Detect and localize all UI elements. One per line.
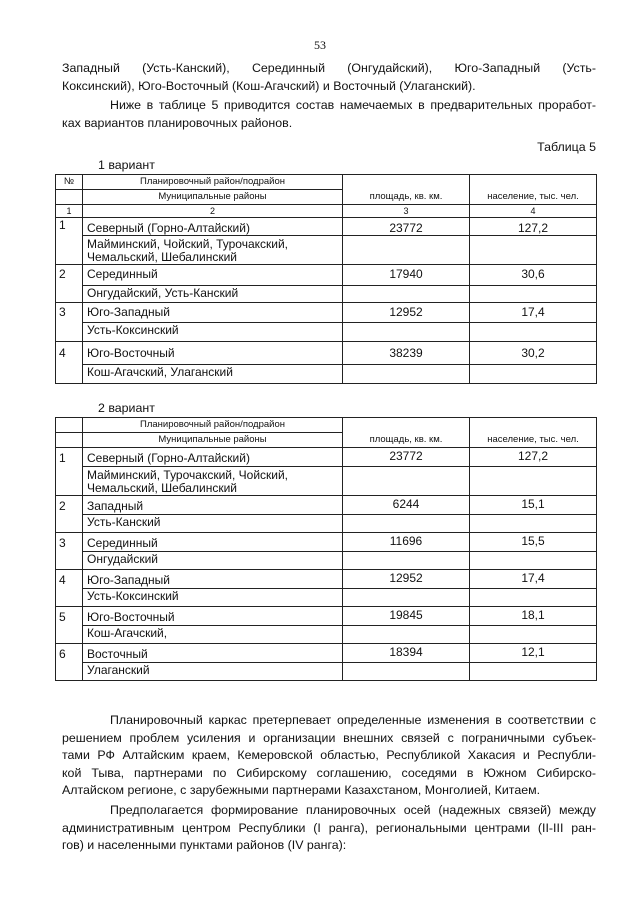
population-value: 15,1	[470, 496, 597, 515]
header-population: население, тыс. чел.	[470, 175, 597, 205]
row-number: 3	[56, 303, 83, 342]
text-line: Планировочный каркас претерпевает определенные изменения в соответствии с	[110, 713, 596, 727]
table-row	[56, 265, 597, 286]
population-value: 30,2	[470, 342, 597, 365]
text-line: Ниже в таблице 5 приводится состав намечаемых в предварительных проработ-	[110, 98, 596, 112]
municipal-districts: Усть-Канский	[83, 515, 343, 533]
table-row	[56, 570, 597, 589]
district-name: Юго-Западный	[83, 303, 343, 323]
text-line: кой Тыва, партнерами по Сибирскому соглашению, соседями в Южном Сибирско-	[62, 765, 596, 780]
district-name: Северный (Горно-Алтайский)	[83, 218, 343, 236]
table-row	[56, 533, 597, 552]
area-value: 19845	[343, 607, 470, 626]
header-area: площадь, кв. км.	[343, 418, 470, 448]
area-value: 17940	[343, 265, 470, 286]
text-line: Западный (Усть-Канский), Серединный (Онгудайский), Юго-Западный (Усть-	[62, 61, 596, 75]
municipal-districts: Онгудайский	[83, 552, 343, 570]
population-value: 127,2	[470, 448, 597, 467]
text-line: ках вариантов планировочных районов.	[62, 115, 293, 130]
area-value: 12952	[343, 570, 470, 589]
column-number: 2	[83, 205, 343, 218]
empty-cell	[343, 626, 470, 644]
empty-cell	[470, 365, 597, 384]
empty-cell	[470, 467, 597, 496]
empty-cell	[470, 323, 597, 342]
header-no-empty	[56, 418, 83, 433]
table-row-municipal	[56, 589, 597, 607]
header-no-empty	[56, 190, 83, 205]
table-row-municipal	[56, 365, 597, 384]
header-no-empty	[56, 433, 83, 448]
area-value: 38239	[343, 342, 470, 365]
empty-cell	[343, 323, 470, 342]
table-row	[56, 303, 597, 323]
row-number: 3	[56, 533, 83, 570]
empty-cell	[343, 552, 470, 570]
axes-paragraph	[62, 802, 596, 855]
district-name: Юго-Восточный	[83, 342, 343, 365]
table-row	[56, 496, 597, 515]
empty-cell	[343, 515, 470, 533]
row-number: 2	[56, 265, 83, 303]
empty-cell	[343, 365, 470, 384]
empty-cell	[470, 589, 597, 607]
population-value: 17,4	[470, 570, 597, 589]
variant-1-table	[55, 174, 597, 384]
column-numbers-row	[56, 205, 597, 218]
text-line: Предполагается формирование планировочных осей (надежных связей) между	[110, 803, 596, 817]
table-row-municipal	[56, 663, 597, 681]
empty-cell	[343, 236, 470, 265]
municipal-districts: Усть-Коксинский	[83, 589, 343, 607]
row-number: 4	[56, 570, 83, 607]
empty-cell	[470, 515, 597, 533]
row-number: 6	[56, 644, 83, 681]
table-row-municipal	[56, 515, 597, 533]
area-value: 12952	[343, 303, 470, 323]
empty-cell	[343, 589, 470, 607]
intro-paragraph	[62, 60, 596, 95]
population-value: 127,2	[470, 218, 597, 236]
table-intro-paragraph	[62, 97, 596, 132]
empty-cell	[470, 663, 597, 681]
district-name: Северный (Горно-Алтайский)	[83, 448, 343, 467]
row-number: 1	[56, 218, 83, 265]
area-value: 11696	[343, 533, 470, 552]
district-name: Серединный	[83, 533, 343, 552]
header-municipal: Муниципальные районы	[83, 433, 343, 448]
district-name: Юго-Восточный	[83, 607, 343, 626]
table-row-municipal	[56, 467, 597, 496]
text-line: Коксинский), Юго-Восточный (Кош-Агачский) и Восточный (Улаганский).	[62, 78, 476, 93]
table-row-municipal	[56, 552, 597, 570]
text-line: гов) и населенными пунктами районов (IV ранга):	[62, 838, 347, 852]
header-no: №	[56, 175, 83, 190]
table-row	[56, 342, 597, 365]
empty-cell	[470, 286, 597, 303]
table-row	[56, 218, 597, 236]
variant-1-title: 1 вариант	[98, 158, 155, 172]
header-municipal: Муниципальные районы	[83, 190, 343, 205]
text-line: тами РФ Алтайским краем, Кемеровской областью, Республикой Хакасия и Республи-	[62, 748, 596, 762]
district-name: Юго-Западный	[83, 570, 343, 589]
page-number: 53	[314, 38, 326, 52]
population-value: 18,1	[470, 607, 597, 626]
column-number: 3	[343, 205, 470, 218]
municipal-districts: Онгудайский, Усть-Канский	[83, 286, 343, 303]
table-row-municipal	[56, 323, 597, 342]
variant-2-title: 2 вариант	[98, 401, 155, 415]
district-name: Серединный	[83, 265, 343, 286]
table-caption: Таблица 5	[537, 140, 596, 154]
table-row-municipal	[56, 626, 597, 644]
area-value: 23772	[343, 218, 470, 236]
population-value: 17,4	[470, 303, 597, 323]
empty-cell	[343, 663, 470, 681]
table-row-municipal	[56, 286, 597, 303]
municipal-districts: Улаганский	[83, 663, 343, 681]
population-value: 12,1	[470, 644, 597, 663]
empty-cell	[470, 552, 597, 570]
row-number: 5	[56, 607, 83, 644]
municipal-districts: Майминский, Турочакский, Чойский, Чемальский, Шебалинский	[83, 467, 343, 496]
text-line: Алтайском регионе, с зарубежными партнерами Казахстаном, Монголией, Китаем.	[62, 783, 541, 797]
header-district: Планировочный район/подрайон	[83, 418, 343, 433]
municipal-districts: Кош-Агачский,	[83, 626, 343, 644]
municipal-districts: Усть-Коксинский	[83, 323, 343, 342]
empty-cell	[470, 626, 597, 644]
header-population: население, тыс. чел.	[470, 418, 597, 448]
table-row-municipal	[56, 236, 597, 265]
column-number: 4	[470, 205, 597, 218]
table-row	[56, 607, 597, 626]
empty-cell	[343, 286, 470, 303]
empty-cell	[470, 236, 597, 265]
header-district: Планировочный район/подрайон	[83, 175, 343, 190]
text-line: решением проблем усиления и организации внешних связей с пограничными субъек-	[62, 730, 596, 745]
variant-2-table	[55, 417, 597, 681]
population-value: 15,5	[470, 533, 597, 552]
population-value: 30,6	[470, 265, 597, 286]
table-row	[56, 448, 597, 467]
area-value: 6244	[343, 496, 470, 515]
row-number: 4	[56, 342, 83, 384]
row-number: 1	[56, 448, 83, 496]
municipal-districts: Кош-Агачский, Улаганский	[83, 365, 343, 384]
row-number: 2	[56, 496, 83, 533]
municipal-districts: Майминский, Чойский, Турочакский, Чемальский, Шебалинский	[83, 236, 343, 265]
area-value: 18394	[343, 644, 470, 663]
district-name: Восточный	[83, 644, 343, 663]
text-line: административным центром Республики (I ранга), региональными центрами (II-III ран-	[62, 820, 596, 835]
column-number: 1	[56, 205, 83, 218]
header-area: площадь, кв. км.	[343, 175, 470, 205]
district-name: Западный	[83, 496, 343, 515]
empty-cell	[343, 467, 470, 496]
frame-paragraph	[62, 712, 596, 800]
table-row	[56, 644, 597, 663]
area-value: 23772	[343, 448, 470, 467]
